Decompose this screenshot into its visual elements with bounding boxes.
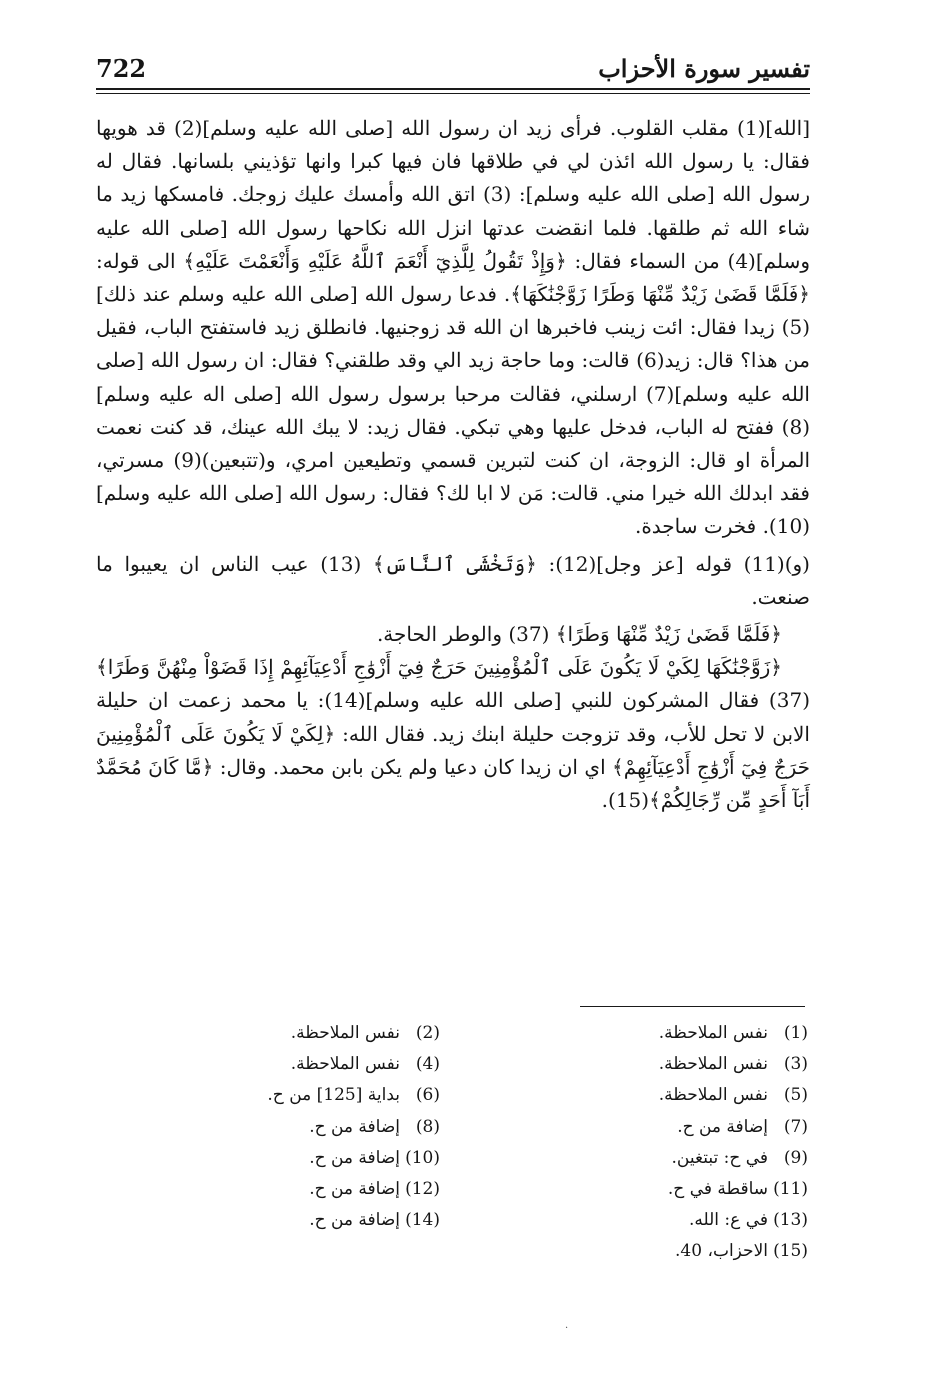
stray-mark: · [565,1323,569,1334]
footnote-1: (1)نفس الملاحظة. [658,1023,808,1043]
footnote-10: (10)إضافة من ح. [309,1147,440,1168]
footnote-5: (5)نفس الملاحظة. [658,1085,808,1106]
footnote-11: (11)ساقطة في ح. [667,1179,808,1200]
footnote-15: (15)الاحزاب، 40. [675,1241,808,1262]
footnote-8: (8)إضافة من ح. [309,1116,440,1137]
footnote-14: (14)إضافة من ح. [309,1210,440,1231]
footnotes-left-column [150,1018,440,1236]
header-rule-thin [96,93,810,94]
footnote-3: (3)نفس الملاحظة. [658,1054,808,1075]
paragraph-story: [الله](1) مقلب القلوب. فرأى زيد ان رسول الله [صلى الله عليه وسلم](2) قد هويها فقال: يا رسول الله ائذن لي في طلاقها فان فيها كبرا وانها تؤذيني بلسانها. فقال له رسول الله [صلى الله عليه وسلم]: (3) اتق الله وأمسك عليك زوجك. فامسكها زيد ما شاء الله ثم طلقها. فلما انقضت عدتها انزل الله نكاحها رسول الله [صلى الله عليه وسلم](4) من السماء فقال: ﴿وَإِذْ تَقُولُ لِلَّذِيٓ أَنْعَمَ ٱللَّهُ عَلَيْهِ وَأَنْعَمْتَ عَلَيْهِ﴾ الى قوله: ﴿فَلَمَّا قَضَىٰ زَيْدٌ مِّنْهَا وَطَرًا زَوَّجْنَٰكَهَا﴾. فدعا رسول الله [صلى الله عليه وسلم عند ذلك](5) زيدا فقال: ائت زينب فاخبرها ان الله قد زوجنيها. فانطلق زيد فاستفتح الباب، فقيل من هذا؟ قال: زيد(6) قالت: وما حاجة زيد الي وقد طلقني؟ فقال: ان رسول الله [صلى الله عليه وسلم](7) ارسلني، فقالت مرحبا برسول رسول الله [صلى اله عليه وسلم](8) ففتح له الباب، فدخل عليها وهي تبكي. فقال زيد: لا يبك الله عينك، قد كنت نعمت المرأة او قال: الزوجة، ان كنت لتبرين قسمي وتطيعين امري، و(تتبعين)(9) مسرتي، فقد ابدلك الله خيرا مني. قالت: مَن لا ابا لك؟ فقال: رسول الله [صلى الله عليه وسلم](10). فخرت ساجدة. [96,116,810,539]
footnote-13: (13)في ع: الله. [688,1210,808,1231]
page-header [96,44,810,90]
paragraph-verse-marriage: ﴿زَوَّجْنَٰكَهَا لِكَيْ لَا يَكُونَ عَلَى ٱلْمُؤْمِنِينَ حَرَجٌ فِيٓ أَزْوَٰجِ أَدْعِيَآئِهِمْ إِذَا قَضَوْاْ مِنْهُنَّ وَطَرًا﴾ (37) فقال المشركون للنبي [صلى الله عليه وسلم](14): يا محمد زعمت ان حليلة الابن لا تحل للأب، وقد تزوجت حليلة ابنك زيد. فقال الله: ﴿لِكَيْ لَا يَكُونَ عَلَى ٱلْمُؤْمِنِينَ حَرَجٌ فِيٓ أَزْوَٰجِ أَدْعِيَآئِهِمْ﴾ اي ان زيدا كان دعيا ولم يكن بابن محمد. وقال: ﴿مَّا كَانَ مُحَمَّدٌ أَبَآ أَحَدٍ مِّن رِّجَالِكُمْ﴾(15). [96,655,810,813]
footnotes-right-column [518,1018,808,1268]
footnote-7: (7)إضافة من ح. [677,1116,808,1137]
header-rule-thick [96,88,810,90]
running-title: تفسير سورة الأحزاب [598,54,810,83]
footnote-12: (12)إضافة من ح. [309,1179,440,1200]
page-number: 722 [96,54,147,83]
footnote-separator [580,1006,805,1007]
main-text [96,112,810,817]
footnote-2: (2)نفس الملاحظة. [290,1023,440,1043]
footnote-4: (4)نفس الملاحظة. [290,1054,440,1075]
paragraph-verse-watar: ﴿فَلَمَّا قَضَىٰ زَيْدٌ مِّنْهَا وَطَرًا﴾ (37) والوطر الحاجة. [376,622,782,647]
footnote-9: (9)في ح: تبتغين. [671,1147,808,1168]
paragraph-fear-people: (و)(11) قوله [عز وجل](12): ﴿وَتَخْشَى ٱلنَّاسَ﴾ (13) عيب الناس ان يعيبوا ما صنعت. [96,551,810,609]
footnote-6: (6)بداية [125] من ح. [267,1085,440,1106]
